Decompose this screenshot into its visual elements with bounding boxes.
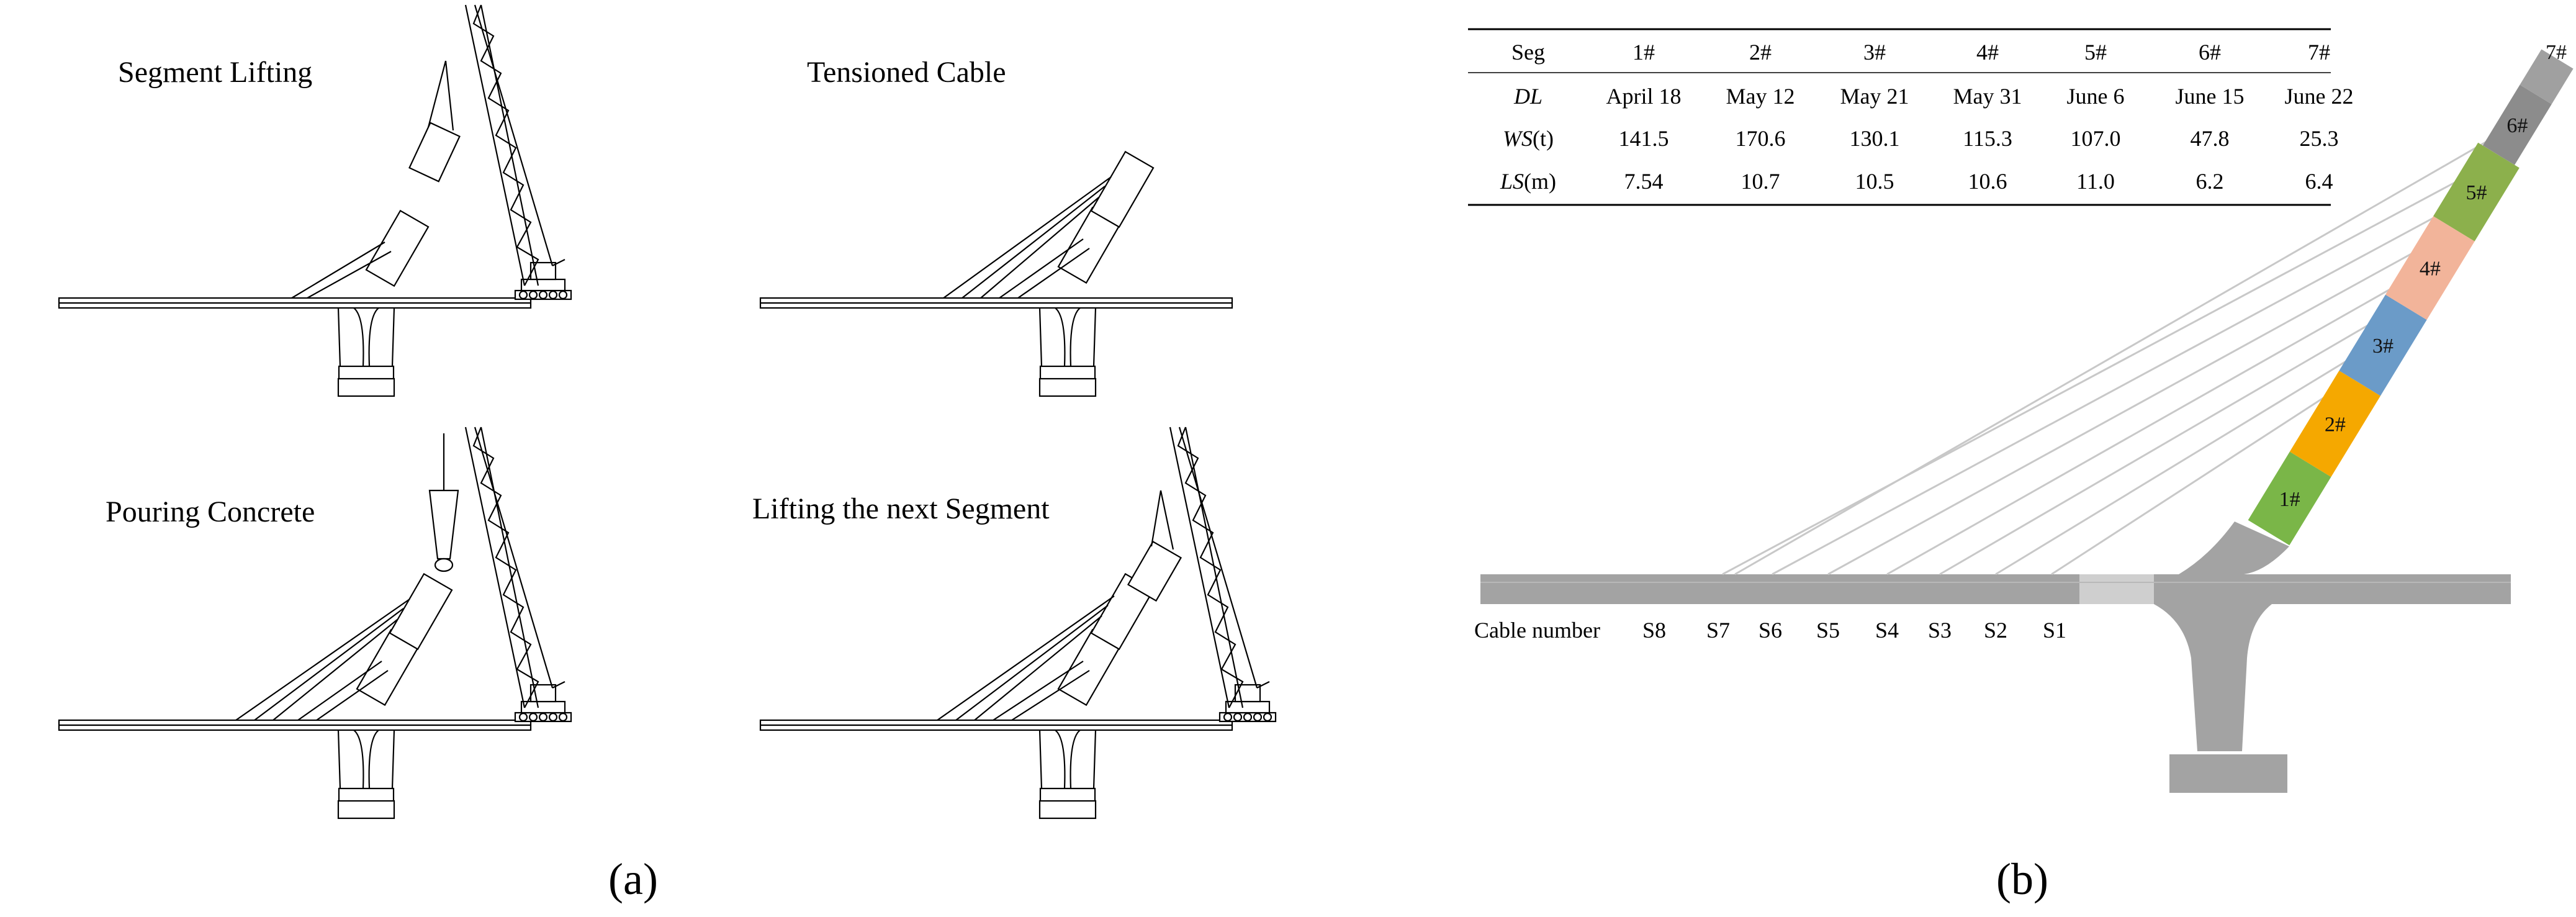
table-cell: 115.3 <box>1963 126 2012 151</box>
bridge-drawing <box>760 720 1232 807</box>
deck <box>1480 574 2511 604</box>
bridge-drawing <box>59 720 531 807</box>
table-header-cell: 7# <box>2308 40 2330 65</box>
panel-b <box>1468 29 2576 904</box>
cable-label: S3 <box>1927 618 1952 643</box>
cable-label: S6 <box>1758 618 1783 643</box>
segment-label: 2# <box>2324 413 2346 436</box>
stage-title: Pouring Concrete <box>106 495 315 528</box>
crawler-crane <box>466 5 571 299</box>
table-header-cell: Seg <box>1511 40 1545 65</box>
table-cell: 7.54 <box>1624 169 1664 194</box>
table-cell: June 6 <box>2066 84 2125 109</box>
table-header-cell: 2# <box>1749 40 1772 65</box>
table-header-cell: 4# <box>1976 40 1999 65</box>
table-cell: May 31 <box>1953 84 2022 109</box>
cable-label: S8 <box>1642 618 1667 643</box>
stage-tensioned-cable <box>760 56 1232 396</box>
panel-label: (b) <box>1996 854 2048 904</box>
table-cell: 25.3 <box>2299 126 2339 151</box>
bridge-deck <box>1480 574 2511 604</box>
table-header-cell: 5# <box>2084 40 2107 65</box>
stage-title: Tensioned Cable <box>807 56 1006 89</box>
pylon-segments <box>2248 41 2576 545</box>
bridge-drawing <box>760 298 1232 385</box>
table-row-label: WS(t) <box>1503 126 1554 151</box>
table-body <box>1500 84 2354 194</box>
pile-cap <box>1040 379 1096 396</box>
table-cell: 170.6 <box>1735 126 1786 151</box>
pile-cap <box>338 379 394 396</box>
segment-label: 6# <box>2506 114 2528 138</box>
bridge-drawing <box>59 298 531 385</box>
table-header-cell: 6# <box>2199 40 2221 65</box>
table-cell: 10.7 <box>1741 169 1780 194</box>
table-cell: June 22 <box>2284 84 2354 109</box>
table-cell: June 15 <box>2175 84 2245 109</box>
cable-label: S4 <box>1875 618 1899 643</box>
stage-title: Lifting the next Segment <box>752 492 1050 525</box>
table-cell: May 21 <box>1840 84 1909 109</box>
pile-cap <box>338 801 394 818</box>
table-cell: 130.1 <box>1849 126 1900 151</box>
crawler-crane <box>1170 427 1276 721</box>
cable-labels <box>1642 618 2066 643</box>
table-header-cell: 3# <box>1863 40 1886 65</box>
panel-label: (a) <box>608 854 658 904</box>
cable-label: S1 <box>2042 618 2067 643</box>
crawler-crane <box>466 427 571 721</box>
concrete-bucket <box>430 433 458 571</box>
pier-column <box>2154 604 2272 751</box>
table-cell: May 12 <box>1726 84 1795 109</box>
lifted-segment <box>410 123 460 181</box>
pier <box>2154 604 2287 793</box>
deck-highlight <box>2079 574 2154 604</box>
stage-segment-lifting <box>59 5 571 396</box>
segment-label: 5# <box>2466 181 2487 205</box>
stage-title: Segment Lifting <box>118 56 313 89</box>
table-cell: 141.5 <box>1618 126 1669 151</box>
table-header-cell: 1# <box>1633 40 1655 65</box>
pile-cap <box>1040 801 1096 818</box>
segment-label: 3# <box>2372 335 2394 358</box>
table-cell: 10.5 <box>1855 169 1894 194</box>
stage-lifting-next-segment <box>752 427 1276 818</box>
segment-table <box>1468 29 2354 205</box>
table-cell: April 18 <box>1606 84 1682 109</box>
cable-number-caption: Cable number <box>1474 618 1600 643</box>
segment-label: 1# <box>2279 487 2300 511</box>
table-cell: 47.8 <box>2190 126 2230 151</box>
stage-pouring-concrete <box>59 427 571 818</box>
table-cell: 6.4 <box>2305 169 2333 194</box>
panel-a <box>59 5 1276 904</box>
cable-label: S2 <box>1983 618 2008 643</box>
cable-label: S5 <box>1816 618 1840 643</box>
pile-cap <box>2169 754 2287 793</box>
table-row-label: DL <box>1513 84 1543 109</box>
segment-label: 7# <box>2546 41 2567 64</box>
table-cell: 11.0 <box>2076 169 2115 194</box>
table-cell: 10.6 <box>1968 169 2007 194</box>
segment-label: 4# <box>2419 257 2441 281</box>
table-cell: 107.0 <box>2070 126 2121 151</box>
table-cell: 6.2 <box>2195 169 2224 194</box>
table-header <box>1511 40 2330 65</box>
cable-label: S7 <box>1706 618 1731 643</box>
table-row-label: LS(m) <box>1500 169 1557 194</box>
